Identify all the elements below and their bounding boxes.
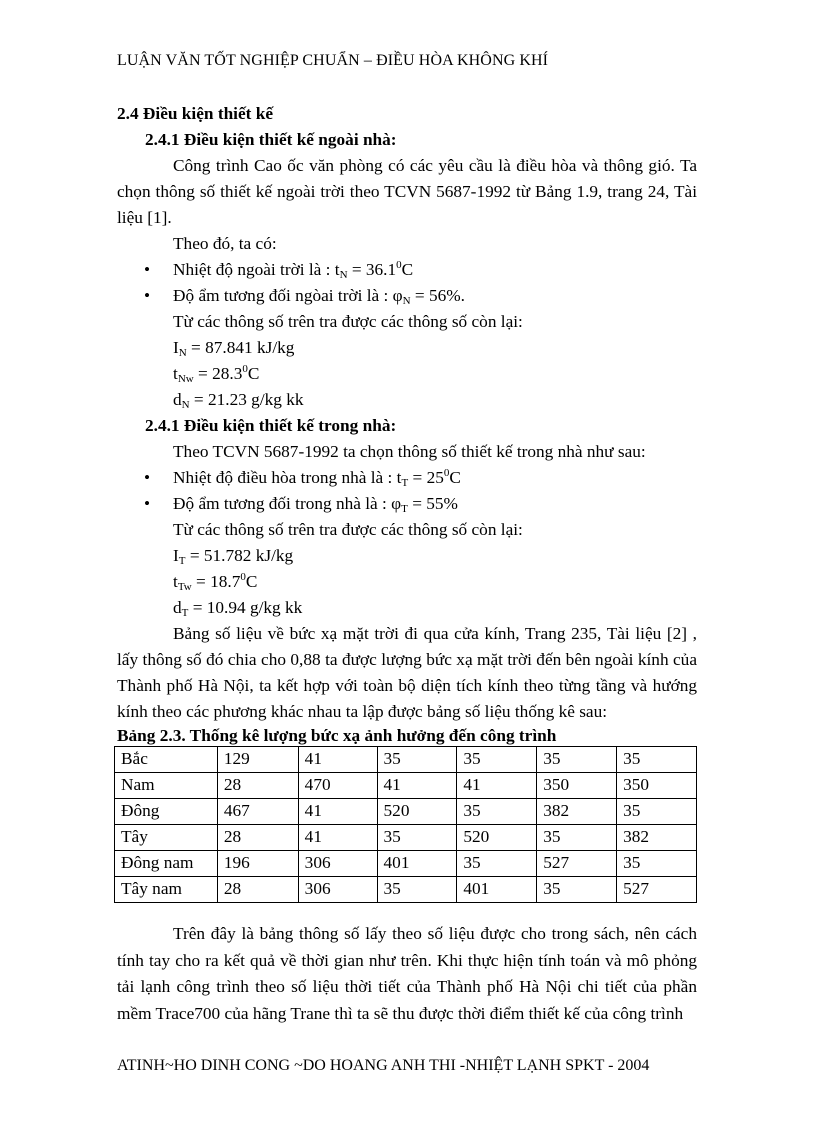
table-cell-value: 306 xyxy=(298,877,377,903)
radiation-table xyxy=(114,746,697,903)
indoor-wetbulb-value: $t_{Tw} = 18.7^0C$ xyxy=(173,571,258,593)
table-cell-value: 129 xyxy=(217,747,298,773)
table-row xyxy=(115,825,697,851)
table-cell-value: 382 xyxy=(617,825,697,851)
radiation-paragraph: Bảng số liệu về bức xạ mặt trời đi qua cửa kính, Trang 235, Tài liệu [2] , lấy thông số đó chia cho 0,88 ta được lượng bức xạ mặt trời đến bên ngoài kính của Thành phố Hà Nội, ta kết hợp với toàn bộ diện tích kính theo từng tầng và hướng kính theo các phương khác nhau ta lập được bảng số liệu thống kê sau: xyxy=(117,624,697,721)
indoor-temperature-bullet: • Nhiệt độ điều hòa trong nhà là : $t_T = 25^0C$ xyxy=(144,467,461,489)
page-footer: ATINH~HO DINH CONG ~DO HOANG ANH THI -NHIỆT LẠNH SPKT - 2004 xyxy=(117,1057,650,1074)
table-cell-value: 35 xyxy=(457,799,537,825)
table-cell-value: 28 xyxy=(217,773,298,799)
outdoor-lead-text: Theo đó, ta có: xyxy=(173,234,277,253)
table-cell-value: 35 xyxy=(377,825,457,851)
table-cell-value: 520 xyxy=(377,799,457,825)
table-cell-value: 41 xyxy=(298,825,377,851)
table-cell-direction: Nam xyxy=(115,773,218,799)
table-row xyxy=(115,773,697,799)
spacer xyxy=(117,903,697,921)
outdoor-wetbulb-value: $t_{Nw} = 28.3^0C$ xyxy=(173,363,260,385)
table-row xyxy=(115,747,697,773)
indoor-moisture-value: $d_T = 10.94$ g/kg kk xyxy=(173,598,303,619)
table-cell-value: 401 xyxy=(377,851,457,877)
closing-paragraph: Trên đây là bảng thông số lấy theo số liệu được cho trong sách, nên cách tính tay cho ra kết quả về thời gian như trên. Khi thực hiện tính toán và mô phỏng tải lạnh công trình theo số liệu thời tiết của Thành phố Hà Nội chi tiết của phần mềm Trace700 của hãng Trane thì ta sẽ thu được thời điểm thiết kế của công trình xyxy=(117,924,697,1023)
radiation-table-body xyxy=(115,747,697,903)
table-row xyxy=(115,799,697,825)
table-cell-value: 527 xyxy=(617,877,697,903)
table-cell-value: 41 xyxy=(298,747,377,773)
table-cell-value: 35 xyxy=(617,747,697,773)
table-cell-value: 35 xyxy=(617,851,697,877)
table-cell-value: 467 xyxy=(217,799,298,825)
indoor-remaining-text: Từ các thông số trên tra được các thông số còn lại: xyxy=(173,520,523,539)
table-cell-direction: Tây nam xyxy=(115,877,218,903)
indoor-enthalpy-value: $I_T = 51.782$ kJ/kg xyxy=(173,546,294,567)
table-cell-value: 35 xyxy=(457,747,537,773)
outdoor-subsection-title: 2.4.1 Điều kiện thiết kế ngoài nhà: xyxy=(145,130,397,149)
bullet-dot-icon: • xyxy=(144,286,151,305)
table-cell-value: 41 xyxy=(377,773,457,799)
table-cell-value: 35 xyxy=(457,851,537,877)
table-cell-value: 520 xyxy=(457,825,537,851)
table-row xyxy=(115,851,697,877)
table-cell-value: 28 xyxy=(217,877,298,903)
table-caption: Bảng 2.3. Thống kê lượng bức xạ ảnh hưởng đến công trình xyxy=(117,726,557,745)
table-cell-value: 196 xyxy=(217,851,298,877)
table-cell-value: 470 xyxy=(298,773,377,799)
table-cell-value: 306 xyxy=(298,851,377,877)
outdoor-humidity-bullet: • Độ ẩm tương đối ngòai trời là : $\varphi_N = 56\%$. xyxy=(117,283,697,309)
table-cell-value: 401 xyxy=(457,877,537,903)
table-cell-value: 527 xyxy=(537,851,617,877)
outdoor-intro-paragraph: Công trình Cao ốc văn phòng có các yêu cầu là điều hòa và thông gió. Ta chọn thông số thiết kế ngoài trời theo TCVN 5687-1992 từ Bảng 1.9, trang 24, Tài liệu [1]. xyxy=(117,156,697,227)
table-cell-direction: Bắc xyxy=(115,747,218,773)
table-cell-value: 35 xyxy=(377,747,457,773)
table-cell-value: 35 xyxy=(537,747,617,773)
table-cell-value: 35 xyxy=(537,825,617,851)
table-cell-value: 382 xyxy=(537,799,617,825)
table-cell-value: 35 xyxy=(537,877,617,903)
table-cell-direction: Đông nam xyxy=(115,851,218,877)
indoor-humidity-bullet: • Độ ẩm tương đối trong nhà là : $\varphi_T = 55\%$ xyxy=(117,491,697,517)
table-cell-value: 41 xyxy=(298,799,377,825)
outdoor-moisture-value: $d_N = 21.23$ g/kg kk xyxy=(173,390,304,411)
page-content xyxy=(117,101,697,1027)
table-cell-value: 350 xyxy=(617,773,697,799)
table-cell-value: 35 xyxy=(377,877,457,903)
outdoor-remaining-text: Từ các thông số trên tra được các thông số còn lại: xyxy=(173,312,523,331)
outdoor-temperature-bullet: • Nhiệt độ ngoài trời là : $t_N = 36.1^0C$ xyxy=(144,259,414,281)
bullet-dot-icon: • xyxy=(144,260,151,279)
section-title: 2.4 Điều kiện thiết kế xyxy=(117,104,274,123)
indoor-subsection-title: 2.4.1 Điều kiện thiết kế trong nhà: xyxy=(145,416,397,435)
bullet-dot-icon: • xyxy=(144,494,151,513)
table-row xyxy=(115,877,697,903)
table-cell-direction: Đông xyxy=(115,799,218,825)
table-cell-direction: Tây xyxy=(115,825,218,851)
table-cell-value: 28 xyxy=(217,825,298,851)
outdoor-enthalpy-value: $I_N = 87.841$ kJ/kg xyxy=(173,338,295,359)
table-cell-value: 41 xyxy=(457,773,537,799)
table-cell-value: 350 xyxy=(537,773,617,799)
page-header: LUẬN VĂN TỐT NGHIỆP CHUẨN – ĐIỀU HÒA KHÔNG KHÍ xyxy=(117,52,549,69)
indoor-intro-text: Theo TCVN 5687-1992 ta chọn thông số thiết kế trong nhà như sau: xyxy=(173,442,646,461)
table-cell-value: 35 xyxy=(617,799,697,825)
bullet-dot-icon: • xyxy=(144,468,151,487)
